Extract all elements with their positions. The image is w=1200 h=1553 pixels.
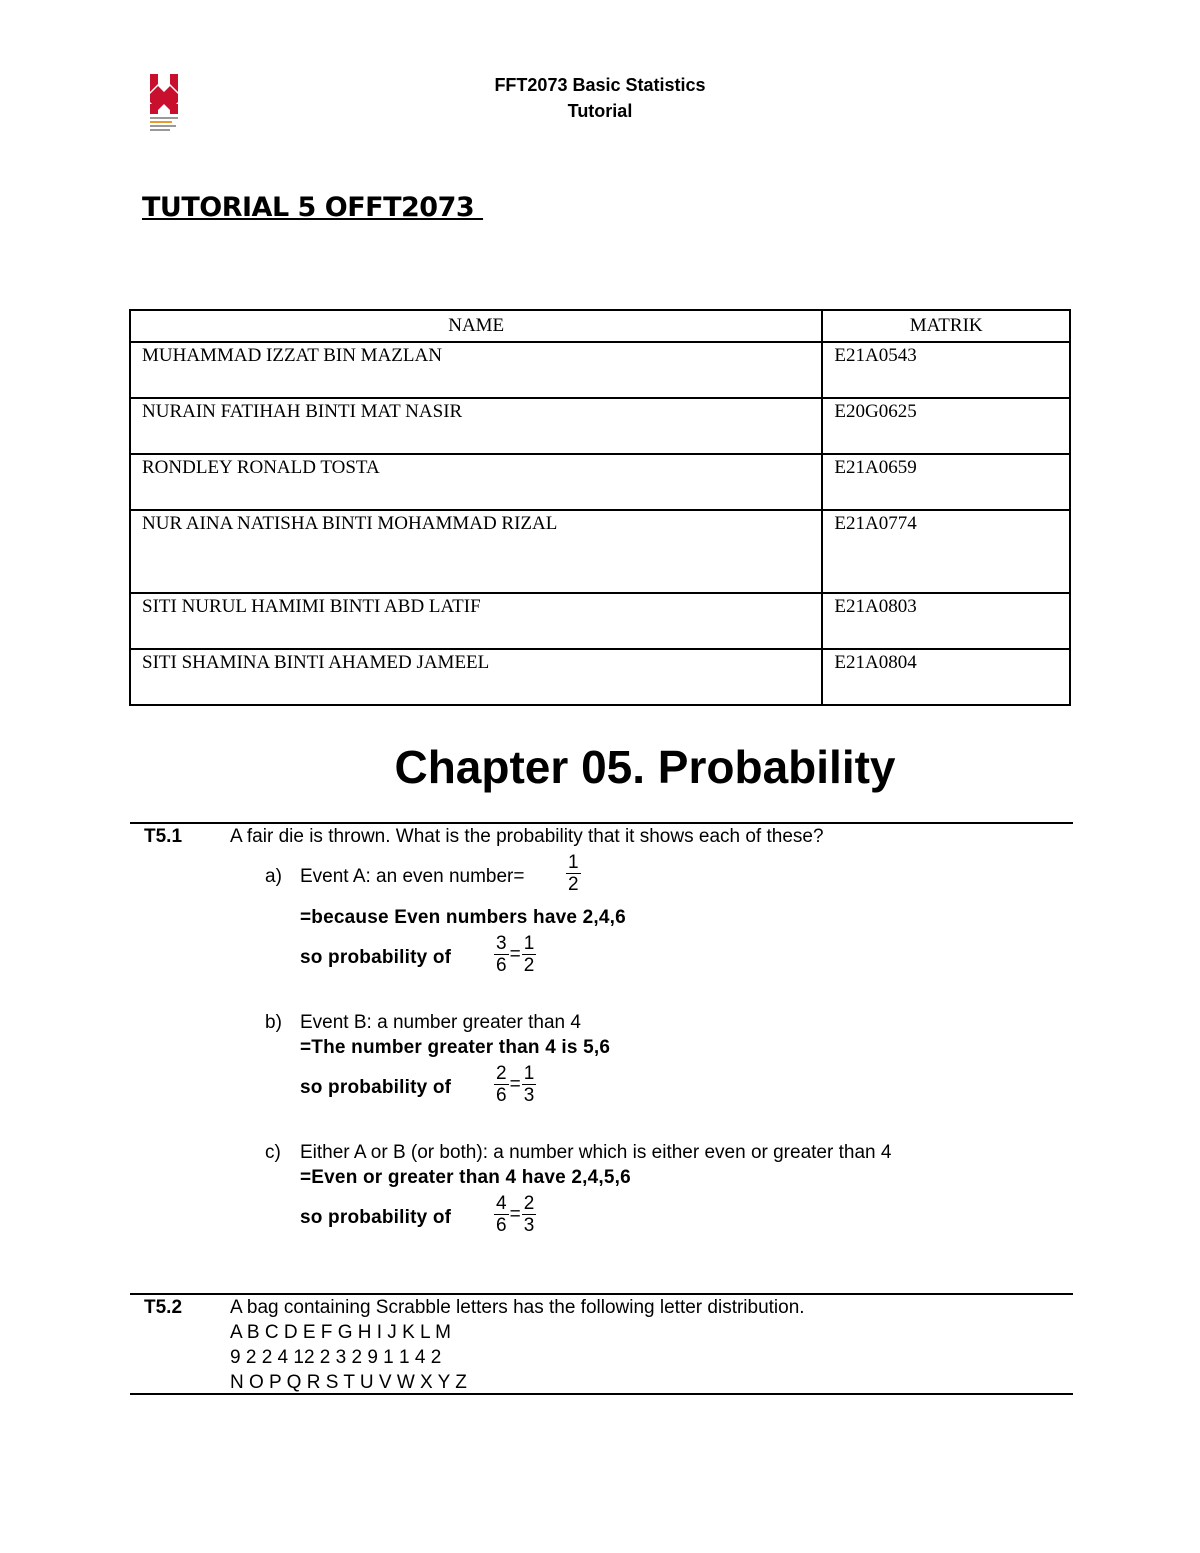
name-column-header: NAME — [130, 310, 822, 342]
probability-label: so probability of — [300, 1077, 452, 1098]
part-label: c) — [265, 1142, 281, 1163]
university-logo — [146, 72, 182, 132]
table-row — [130, 342, 1070, 398]
explanation-text: =Even or greater than 4 have 2,4,5,6 — [300, 1167, 631, 1188]
member-matrik: E21A0803 — [822, 593, 1070, 649]
chapter-title: Chapter 05. Probability — [394, 741, 896, 793]
fraction-denominator: 2 — [568, 874, 579, 895]
header-subtitle: Tutorial — [567, 101, 633, 121]
probability-label: so probability of — [300, 947, 452, 968]
letter-counts-row-1: 9 2 2 4 12 2 3 2 9 1 1 4 2 — [230, 1347, 442, 1368]
equals-sign: = — [509, 1073, 521, 1095]
table-row — [130, 510, 1070, 593]
matrik-column-header: MATRIK — [822, 310, 1070, 342]
member-name: MUHAMMAD IZZAT BIN MAZLAN — [130, 342, 822, 398]
probability-equation — [494, 1063, 536, 1106]
header-title: FFT2073 Basic Statistics — [494, 75, 706, 95]
member-name: SITI SHAMINA BINTI AHAMED JAMEEL — [130, 649, 822, 705]
probability-label: so probability of — [300, 1207, 452, 1228]
question-divider — [130, 1393, 1073, 1395]
answer-fraction — [566, 852, 581, 895]
fraction-numerator: 3 — [496, 933, 507, 954]
letters-row-1: A B C D E F G H I J K L M — [230, 1322, 452, 1343]
question-divider — [130, 1293, 1073, 1295]
member-name: RONDLEY RONALD TOSTA — [130, 454, 822, 510]
explanation-text: =The number greater than 4 is 5,6 — [300, 1037, 611, 1058]
fraction-denominator: 6 — [496, 1085, 507, 1106]
fraction-denominator: 6 — [496, 1215, 507, 1236]
fraction-numerator: 1 — [523, 1063, 535, 1084]
question-text: A fair die is thrown. What is the probability that it shows each of these? — [230, 826, 824, 847]
question-text: A bag containing Scrabble letters has the following letter distribution. — [230, 1297, 805, 1318]
fraction-numerator: 2 — [496, 1063, 507, 1084]
question-number: T5.2 — [144, 1297, 183, 1318]
question-number: T5.1 — [144, 826, 183, 847]
member-matrik: E21A0659 — [822, 454, 1070, 510]
table-header-row — [130, 310, 1070, 342]
part-text: Event A: an even number= — [300, 866, 525, 887]
fraction-numerator: 2 — [523, 1193, 535, 1214]
part-label: a) — [265, 866, 282, 887]
members-table — [129, 309, 1071, 706]
member-matrik: E20G0625 — [822, 398, 1070, 454]
part-text: Either A or B (or both): a number which is either even or greater than 4 — [300, 1142, 892, 1163]
fraction-denominator: 6 — [496, 955, 507, 976]
equals-sign: = — [509, 1203, 521, 1225]
table-row — [130, 454, 1070, 510]
fraction-numerator: 1 — [568, 852, 579, 873]
fraction-denominator: 3 — [523, 1085, 535, 1106]
page-header — [400, 72, 800, 124]
table-row — [130, 398, 1070, 454]
member-name: NUR AINA NATISHA BINTI MOHAMMAD RIZAL — [130, 510, 822, 593]
tutorial-title: TUTORIAL 5 OFFT2073 — [142, 192, 484, 223]
question-divider — [130, 822, 1073, 824]
table-row — [130, 593, 1070, 649]
probability-equation — [494, 1193, 536, 1236]
fraction-denominator: 2 — [523, 955, 535, 976]
explanation-text: =because Even numbers have 2,4,6 — [300, 907, 626, 928]
member-name: SITI NURUL HAMIMI BINTI ABD LATIF — [130, 593, 822, 649]
member-matrik: E21A0543 — [822, 342, 1070, 398]
fraction-numerator: 4 — [496, 1193, 507, 1214]
part-label: b) — [265, 1012, 282, 1033]
member-matrik: E21A0774 — [822, 510, 1070, 593]
member-matrik: E21A0804 — [822, 649, 1070, 705]
fraction-denominator: 3 — [523, 1215, 535, 1236]
member-name: NURAIN FATIHAH BINTI MAT NASIR — [130, 398, 822, 454]
equals-sign: = — [509, 943, 521, 965]
probability-equation — [494, 933, 536, 976]
table-row — [130, 649, 1070, 705]
letters-row-2: N O P Q R S T U V W X Y Z — [230, 1372, 467, 1393]
part-text: Event B: a number greater than 4 — [300, 1012, 581, 1033]
fraction-numerator: 1 — [523, 933, 535, 954]
